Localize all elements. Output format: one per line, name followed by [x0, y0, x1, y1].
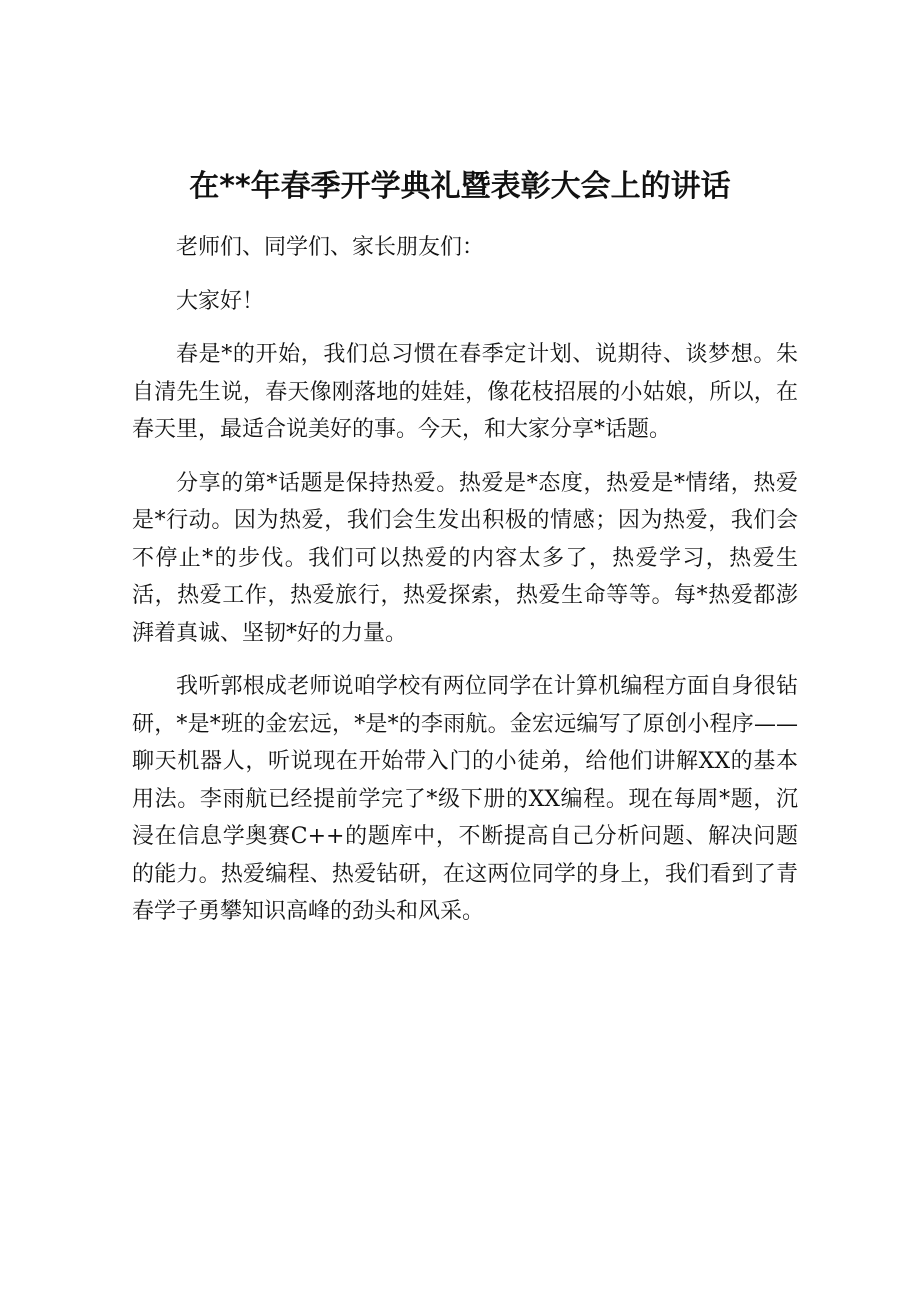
paragraph-3: 我听郭根成老师说咱学校有两位同学在计算机编程方面自身很钻研，*是*班的金宏远，*是*的李雨航。金宏远编写了原创小程序——聊天机器人，听说现在开始带入门的小徒弟，给他们讲解XX的基本用法。李雨航已经提前学完了*级下册的XX编程。现在每周*题，沉浸在信息学奥赛C++的题库中，不断提高自己分析问题、解决问题的能力。热爱编程、热爱钻研，在这两位同学的身上，我们看到了青春学子勇攀知识高峰的劲头和风采。 — [132, 674, 798, 924]
salutation: 老师们、同学们、家长朋友们： — [176, 235, 485, 260]
paragraph-2: 分享的第*话题是保持热爱。热爱是*态度，热爱是*情绪，热爱是*行动。因为热爱，我们会生发出积极的情感；因为热爱，我们会不停止*的步伐。我们可以热爱的内容太多了，热爱学习，热爱生活，热爱工作，热爱旅行，热爱探索，热爱生命等等。每*热爱都澎湃着真诚、坚韧*好的力量。 — [132, 470, 798, 646]
document-body — [132, 229, 798, 947]
greeting: 大家好！ — [176, 288, 265, 314]
paragraph-1: 春是*的开始，我们总习惯在春季定计划、说期待、谈梦想。朱自清先生说，春天像刚落地的娃娃，像花枝招展的小姑娘，所以，在春天里，最适合说美好的事。今天，和大家分享*话题。 — [132, 342, 798, 442]
document-title: 在**年春季开学典礼暨表彰大会上的讲话 — [189, 169, 731, 204]
